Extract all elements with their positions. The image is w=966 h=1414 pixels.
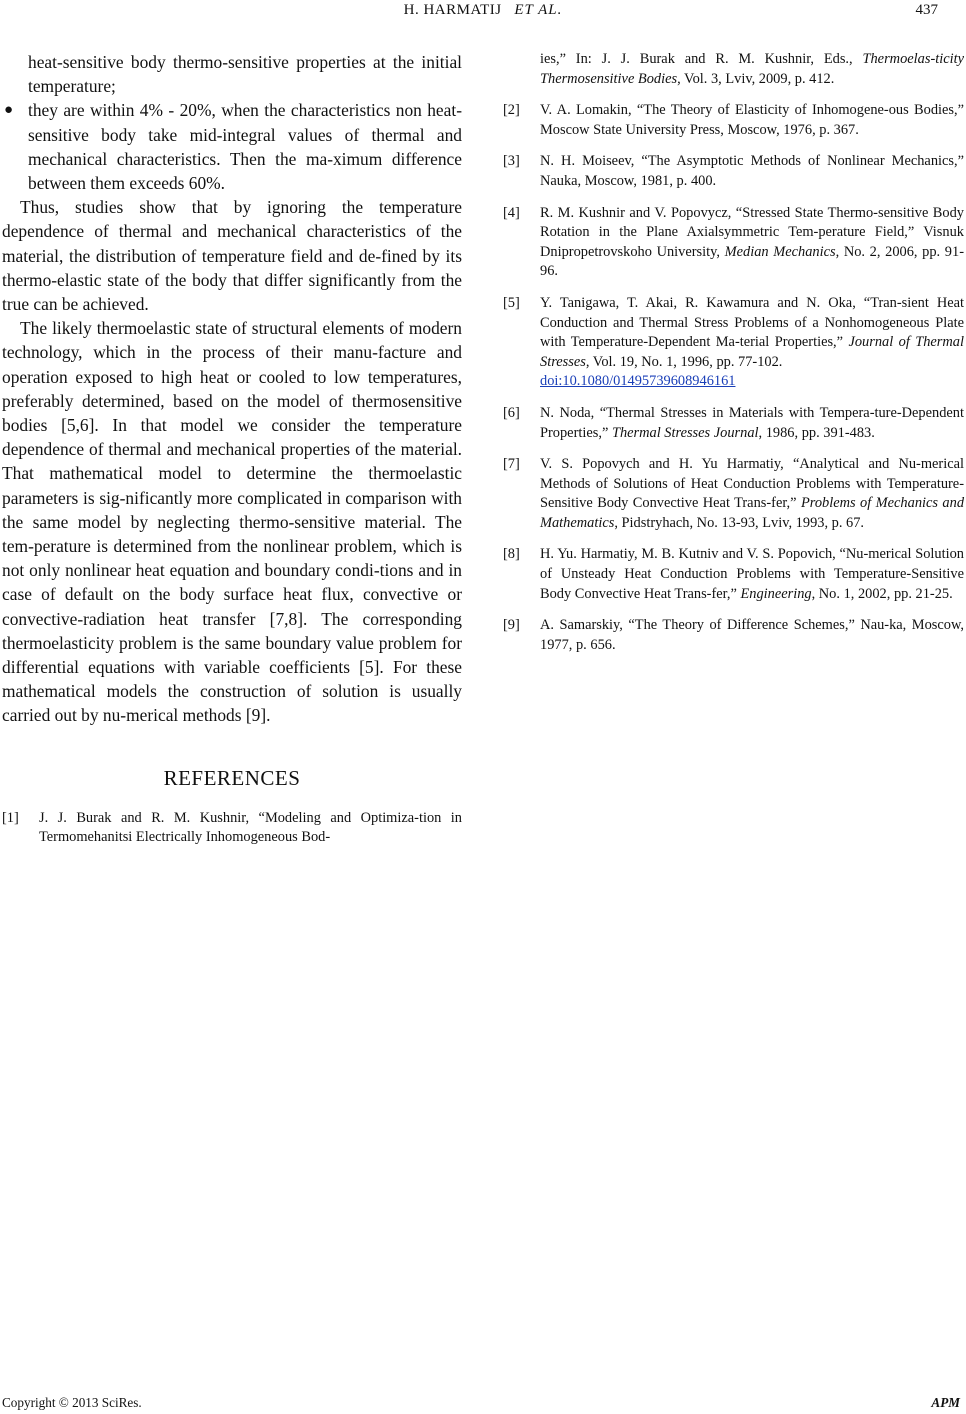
- reference-source: Engineering: [740, 585, 812, 602]
- doi-link[interactable]: doi:10.1080/01495739608946161: [540, 373, 736, 390]
- reference-text: , Vol. 3, Lviv, 2009, p. 412.: [677, 70, 835, 87]
- paragraph: The likely thermoelastic state of structural elements of modern technology, which in the process of their manu-facture and operation exposed to high heat or cooled to low temperatures, preferably determined, based on the model of thermosensitive bodies [5,6]. In that model we consider the temperature dependence of thermal and mechanical properties of the material. That mathematical model to determine the thermoelastic parameters is sig-nificantly more complicated in comparison with the same model by neglecting thermo-sensitive material. The tem-perature is determined from the nonlinear problem, which is not only nonlinear heat equation and boundary condi-tions and in case of default on the body surface heat flux, convective or convective-radiation heat transfer [7,8]. The corresponding thermoelasticity problem is the same boundary value problem for differential equations with variable coefficients [5]. For these mathematical models the construction of solution is usually carried out by nu-merical methods [9].: [2, 318, 462, 726]
- reference-text: , Pidstryhach, No. 13-93, Lviv, 1993, p. 67.: [614, 514, 865, 531]
- running-head-author: H. HARMATIJ: [403, 2, 502, 18]
- reference-number: [2]: [503, 102, 520, 119]
- reference-item-continued: [503, 50, 964, 89]
- reference-text: , No. 2, 2006, pp. 91-96.: [540, 243, 964, 280]
- journal-abbrev: APM: [931, 1395, 960, 1410]
- reference-item: [503, 404, 964, 443]
- reference-text: N. Noda, “Thermal Stresses in Materials with Tempera-ture-Dependent Properties,”: [540, 404, 964, 441]
- page-footer: [2, 1395, 962, 1411]
- reference-text: N. H. Moiseev, “The Asymptotic Methods of Nonlinear Mechanics,” Nauka, Moscow, 1981, p. 400.: [540, 153, 964, 189]
- reference-item: [503, 545, 964, 604]
- reference-item: [503, 204, 964, 282]
- running-head-etal: ET AL.: [514, 2, 563, 18]
- reference-text: V. A. Lomakin, “The Theory of Elasticity of Inhomogene-ous Bodies,” Moscow State University Press, Moscow, 1976, p. 367.: [540, 102, 964, 138]
- bullet-item: [2, 98, 462, 195]
- reference-item: [2, 809, 462, 848]
- reference-text: R. M. Kushnir and V. Popovycz, “Stressed State Thermo-sensitive Body Rotation in the Plane Axialsymmetric Tem-perature Field,” Visnuk Dnipropetrovskoho University,: [540, 204, 964, 260]
- reference-number: [4]: [503, 204, 520, 221]
- reference-text: , No. 1, 2002, pp. 21-25.: [811, 585, 953, 602]
- reference-item: [503, 455, 964, 533]
- reference-item: [503, 101, 964, 140]
- reference-source: Problems of Mechanics and Mathematics: [540, 495, 965, 531]
- reference-text: , Vol. 19, No. 1, 1996, pp. 77-102.: [585, 353, 783, 370]
- reference-text: ies,” In: J. J. Burak and R. M. Kushnir, Eds.,: [540, 51, 863, 67]
- reference-source: Thermoelas-ticity Thermosensitive Bodies: [540, 51, 964, 87]
- reference-source: Journal of Thermal Stresses: [540, 334, 964, 370]
- bullet-list: [2, 50, 462, 195]
- reference-text: V. S. Popovych and H. Yu Harmatiy, “Analytical and Nu-merical Methods of Solutions of Heat Conduction Problems with Temperature-Sensitive Body Convective Heat Trans-fer,”: [540, 456, 964, 512]
- page-number: 437: [915, 2, 938, 18]
- reference-item: [503, 616, 964, 655]
- reference-source: Thermal Stresses Journal: [611, 424, 759, 441]
- page-header: [0, 0, 966, 24]
- reference-number: [7]: [503, 456, 520, 473]
- reference-number: [6]: [503, 404, 520, 421]
- paragraph: Thus, studies show that by ignoring the temperature dependence of thermal and mechanical characteristics of the material, the distribution of temperature field and de-fined by its thermo-elastic state of the body that differ significantly from the true can be achieved.: [2, 197, 462, 315]
- reference-number: [1]: [2, 809, 19, 826]
- running-head: [0, 2, 966, 19]
- bullet-icon: ●: [4, 102, 14, 119]
- reference-text: H. Yu. Harmatiy, M. B. Kutniv and V. S. Popovich, “Nu-merical Solution of Unsteady Heat Conduction Problems with Temperature-Sensitive Body Convective Heat Trans-fer,”: [540, 546, 964, 602]
- reference-text: Y. Tanigawa, T. Akai, R. Kawamura and N. Oka, “Tran-sient Heat Conduction and Thermal Stress Problems of a Nonhomogeneous Plate with Temperature-Dependent Ma-terial Properties,”: [540, 294, 964, 351]
- reference-item: [503, 152, 964, 191]
- reference-item: [503, 294, 964, 392]
- right-column: [503, 50, 964, 667]
- reference-number: [3]: [503, 153, 520, 170]
- reference-text: , 1986, pp. 391-483.: [758, 424, 875, 441]
- reference-number: [5]: [503, 294, 520, 311]
- left-column: [2, 50, 462, 860]
- reference-source: Median Mechanics: [724, 243, 836, 260]
- copyright-notice: Copyright © 2013 SciRes.: [2, 1395, 142, 1410]
- references-heading: REFERENCES: [163, 765, 301, 790]
- bullet-item-continued: heat-sensitive body thermo-sensitive properties at the initial temperature;: [28, 52, 462, 97]
- reference-number: [8]: [503, 546, 520, 563]
- bullet-text: they are within 4% - 20%, when the characteristics non heat-sensitive body take mid-integral values of thermal and mechanical characteristics. Then the ma-ximum difference between them exceeds 60%.: [28, 100, 462, 194]
- reference-number: [9]: [503, 617, 520, 634]
- reference-text: J. J. Burak and R. M. Kushnir, “Modeling and Optimiza-tion in Termomehanitsi Electrically Inhomogeneous Bod-: [39, 809, 462, 846]
- reference-text: A. Samarskiy, “The Theory of Difference Schemes,” Nau-ka, Moscow, 1977, p. 656.: [540, 617, 964, 653]
